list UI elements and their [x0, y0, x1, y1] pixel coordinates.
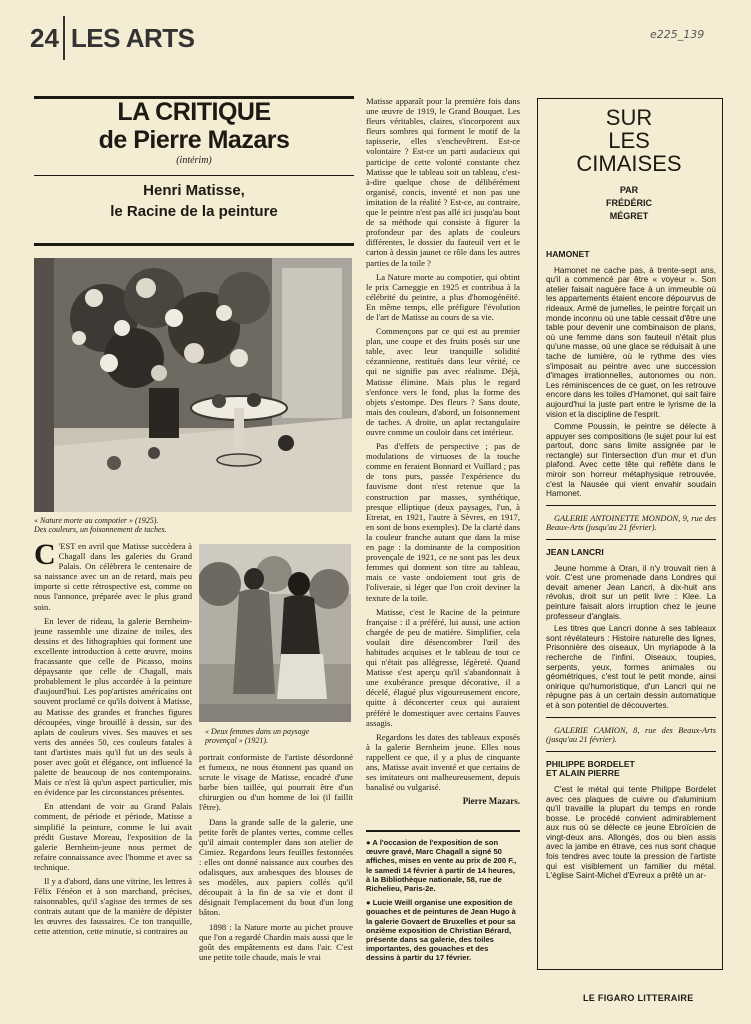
- header-divider: [63, 16, 65, 60]
- column-3-paragraph-2: La Nature morte au compotier, qui obtint le prix Carneggie en 1925 et contribua à la célébrité du peintre, a plus d'homogénéité. En même temps, elle préfigure l'évolution de l'art de Matisse au cours de sa vie.: [366, 271, 520, 322]
- byline-by: PAR: [619, 185, 639, 195]
- still-life-photo: [34, 258, 352, 512]
- section-heading-hamonet: HAMONET: [546, 250, 590, 259]
- two-women-caption: [205, 727, 355, 745]
- news-notes: [366, 838, 518, 968]
- divider: [546, 539, 716, 540]
- column-3-paragraph-5: Matisse, c'est le Racine de la peinture française : il a préféré, lui aussi, une action chargée de peu de matière. Simplifier, cela voulait dire désencombrer l'œil des habitudes acquises et le tableau de tout ce qui n'était pas allégresse, légèreté. Quand Matisse s'est aperçu qu'il s'abandonnait à une exubérance presque décorative, il a décelé, élagué plus vigoureusement encore, quitte à déconcerter ceux qui auraient préféré le domestiquer avec certains Fauves assagis.: [366, 606, 520, 728]
- column-2-paragraph-1: portrait conformiste de l'artiste désordonné et fumeux, ne nous étonnent pas quand on scrute le visage de Matisse, encadré d'une barbe bien taillée, qui pourrait être d'un chirurgien ou d'un homme de loi (il faillit l'être).: [199, 752, 353, 813]
- archive-note: e225_139: [650, 28, 705, 41]
- divider: [546, 505, 716, 506]
- column-2-paragraph-3: 1898 : la Nature morte au pichet prouve que l'on a regardé Chardin mais aussi que le goût des empâtements est dans l'air. C'est une petite toile chaude, mais le vrai: [199, 921, 353, 962]
- notes-rule: [366, 830, 520, 832]
- caption-1-line-2: Des couleurs, un foisonnement de taches.: [34, 525, 167, 534]
- column-3-paragraph-1: Matisse apparaît pour la première fois dans une œuvre de 1919, le Grand Bouquet. Les fleurs véritables, claires, s'incorporent aux fleurs sombres qui forment le motif de la tapisserie, elles s'enchevêtrent. Est-ce volontaire ? Est-ce un parti audacieux qui participe de cette volonté constante chez Matisse que le tableau soit un tableau, c'est-à-dire quelque chose de délibérément organisé, concis, inventé et non pas une imitation de la réalité ? Est-ce, au contraire, que le peintre n'est pas allé ici jusqu'au bout de sa méthode qui consiste à figurer la profondeur par des aplats de couleurs différentes, le dossier du fauteuil vert et le carton à dessin jaunet ce rôle dans les autres parties de la toile ?: [366, 96, 520, 268]
- article-column-1: [34, 541, 192, 993]
- bordelet-paragraph-1: C'est le métal qui tente Philippe Bordelet avec ces plaques de cuivre ou d'aluminium qu'il travaille la plupart du temps en ronde bosse. Le procédé convient admirablement aux nus où se délecte ce jeune Ebroïcien de vingt-deux ans. Allongés, dos ou bien assis avec la jambe en étrave, ces nus sont chaque fois tendres avec toute la pression de l'artiste qui est visiblement un familier du métal. L'église Saint-Michel d'Evreux a prêté un ar-: [546, 784, 716, 881]
- divider: [546, 717, 716, 718]
- column-3-paragraph-6: Regardons les dates des tableaux exposés à la galerie Bernheim jeune. Elles nous rappellent ce que, il y a plus de cinquante ans, Matisse avait inventé et que certains de ses imitateurs ont malheureusement, depuis banalisé ou vulgarisé.: [366, 731, 520, 793]
- sidebar-title-line-1: SUR: [605, 105, 653, 130]
- sidebar-title-line-2: LES: [608, 128, 650, 153]
- title-line-2: de Pierre Mazars: [98, 126, 290, 154]
- column-2-paragraph-2: Dans la grande salle de la galerie, une petite forêt de plantes vertes, comme celles qu'il aimait contempler dans son atelier de Cimiez. Regardons leurs feuilles festonnées : elles ont donné naissance aux courbes des odalisques, aux arabesques des blouses de ses modèles, aux papiers collés qu'il découpait à la fin de sa vie et dont il désignait l'emplacement du bout d'un long bâton.: [199, 816, 353, 918]
- article-title: [34, 98, 354, 166]
- section-heading-lancri: JEAN LANCRI: [546, 547, 604, 558]
- column-3-paragraph-3: Commençons par ce qui est au premier plan, une coupe et des fruits posés sur une table, avec leur tranquille solidité cézannienne, restitués dans leur vérité, ce qui ne signifie pas avec réalisme. Déjà, Matisse élimine. Mais plus le regard s'enfonce vers le fond, plus la forme des objets s'estompe. Des fleurs ? Sans doute, mais des couleurs, d'abord, un foisonnement de taches. A droite, un aplat rectangulaire ouvre comme un couloir dans cet intérieur.: [366, 326, 520, 437]
- caption-2-line-1: « Deux femmes dans un paysage: [205, 727, 310, 736]
- still-life-image: [34, 258, 352, 512]
- caption-2-line-2: provençal » (1921).: [205, 736, 269, 745]
- column-3-paragraph-4: Pas d'effets de perspective ; pas de modulations de virtuoses de la touche comme en feraient Bonnard et Vuillard ; pas de tons purs, passée l'expérience du fauvisme dont n'est retenue que la construction par masses, synthétique, presque elliptique (deux paysages, l'un, à Etretat, en 1921, l'autre à Sèvres, en 1917, en sont de bons exemples). De la clarté dans la couleur franche autant que dans la mise en page : la dominante de la composition provençale de 1921, ce ne sont pas les deux femmes qui donnent son titre au tableau, mais ce vaste ondoiement tout gris de l'oliveraie, si léger que l'on croit deviner la texture de la toile.: [366, 441, 520, 603]
- note-lucie-weill: ● Lucie Weill organise une exposition de gouaches et de peintures de Jean Hugo à la galerie Govaert de Bruxelles et pour sa onzième exposition de Christian Bérard, présente dans sa galerie, des toiles importantes, des gouaches et des dessins à partir du 17 février.: [366, 898, 516, 963]
- interim-note: (intérim): [176, 155, 212, 166]
- hamonet-paragraph-2: Comme Poussin, le peintre se délecte à appuyer ses compositions (le sujet pour lui est partout, donc sans limite assignée par le rectangle) sur l'intersection d'un mur et d'un plafond. Avec cette tête qui reflète dans le miroir son horreur métaphysique retrouvée, c'est la Nausée qui vient envahir soudain Hamonet.: [546, 422, 716, 499]
- article-subtitle: [34, 180, 354, 222]
- gallery-mondon: GALERIE ANTOINETTE MONDON, 9, rue des Beaux-Arts (jusqu'au 21 février).: [546, 513, 716, 533]
- bordelet-heading-line-1: PHILIPPE BORDELET: [546, 758, 635, 769]
- sidebar-title-line-3: CIMAISES: [576, 151, 682, 176]
- byline-author-line-2: MÉGRET: [609, 211, 649, 221]
- article-column-3: [366, 96, 520, 824]
- two-women-image: [199, 544, 351, 722]
- still-life-caption: [34, 516, 354, 534]
- subtitle-line-2: le Racine de la peinture: [110, 203, 278, 220]
- gallery-camion: GALERIE CAMION, 8, rue des Beaux-Arts (jusqu'au 21 février).: [546, 725, 716, 745]
- article-column-2: [199, 752, 353, 988]
- sidebar-byline: [537, 184, 721, 223]
- byline-author-line-1: FRÉDÉRIC: [605, 198, 652, 208]
- two-women-photo: [199, 544, 351, 722]
- page-number: 24: [30, 22, 59, 53]
- note-chagall: ● A l'occasion de l'exposition de son œuvre gravé, Marc Chagall a signé 50 affiches, mises en vente au prix de 200 F., le samedi 14 février à partir de 14 heures, à la Bibliothèque nationale, 58, rue de Richelieu, Paris-2e.: [366, 838, 517, 894]
- section-heading-bordelet: [546, 760, 716, 779]
- lancri-paragraph-2: Les titres que Lancri donne à ses tableaux sont révélateurs : Histoire naturelle des lignes, Prisonnière des oiseaux, Un myriapode à la recherche de l'infini. Oiseaux, toupies, serpents, yeux, formes animales ou géométriques, c'est tout le petit monde, ainsi onirique qu'humoristique, d'un Lancri qui ne répugne pas à un certain dessin automatique et à son potentiel de découvertes.: [546, 624, 716, 710]
- title-line-1: LA CRITIQUE: [117, 98, 271, 126]
- publication-footer: LE FIGARO LITTERAIRE: [583, 993, 694, 1003]
- title-rule-bottom: [34, 243, 354, 246]
- caption-1-line-1: « Nature morte au compotier » (1925).: [34, 516, 159, 525]
- title-rule-mid: [34, 175, 354, 176]
- column-1-paragraph-3: En attendant de voir au Grand Palais comment, de période et période, Matisse a simplifié la peinture, comme le lui avait prédit Gustave Moreau, l'exposition de la galerie Bernheim-jeune nous permet de refaire connaissance avec l'homme et avec sa technique.: [34, 801, 192, 872]
- column-1-paragraph-2: En lever de rideau, la galerie Bernheim-jeune rassemble une dizaine de toiles, des dessins et des lithographies qui forment une excellente introduction à cette œuvre, moins fracassante que celle de Picasso, moins dépaysante que celle de Chagall, mais probablement le plus accordée à la peinture d'aujourd'hui. Les pop'artistes américains ont souvent proclamé ce qu'ils doivent à Matisse, au Matisse des grandes et franches figures découpées, vinge brouillé à dessin, sur des aplats de couleurs vives. Ses mauves et ses verts des années 50, ces couleurs fatales à tant d'artistes mais qu'il fut un des seuls à poser avec goût et élégance, ont influencé la palette de beaucoup de nos contemporains. Mais ce n'est là qu'un aspect particulier, mis en évidence par les circonstances présentes.: [34, 615, 192, 798]
- column-1-paragraph-1-text: 'EST en avril que Matisse succèdera à Chagall dans les galeries du Grand Palais. On célèbrera le centenaire de sa naissance avec un an de retard, mais peu importe si cette rétrospective est, comme on nous l'annonce, préparée avec le plus grand soin.: [34, 541, 192, 612]
- section-title: LES ARTS: [70, 22, 195, 53]
- sidebar-title: [537, 106, 721, 175]
- column-1-paragraph-4: Il y a d'abord, dans une vitrine, les lettres à Félix Fénéon et à son marchand, précises, raisonnables, qu'il s'agisse des termes de ses contrats autant que de la manière de dépister les œuvres des faussaires. Ce ton tranquille, cette attention, cette minutie, si contraires au: [34, 876, 192, 937]
- page-header: [30, 14, 195, 62]
- subtitle-line-1: Henri Matisse,: [143, 182, 245, 199]
- bordelet-heading-line-2: ET ALAIN PIERRE: [546, 768, 620, 779]
- author-signature: Pierre Mazars.: [462, 796, 520, 807]
- column-1-paragraph-1: [34, 541, 192, 612]
- divider: [546, 751, 716, 752]
- hamonet-paragraph-1: Hamonet ne cache pas, à trente-sept ans, qu'il a commencé par être « voyeur ». Son atelier faisait naguère face à un immeuble où les appartements étaient encore dépourvus de rideaux. Armé de jumelles, le peintre forçait un monde inconnu où une table cessait d'être une table pour devenir une combinaison de plans, où une femme dans son fauteuil n'était plus qu'une masse, où une glace se réduisait à une tache de lumière, où le rythme des vies s'imposait au peintre avec une succession d'images irrationnelles, autonomes ou non. Les réminiscences de ce guet, on les retrouve encore dans les toiles d'Hamonet, qui sait faire aujourd'hui la juste part entre le lyrisme de la vision et la discipline de l'esprit.: [546, 265, 716, 419]
- lancri-paragraph-1: Jeune homme à Oran, il n'y trouvait rien à voir. C'est une promenade dans Londres qui devait amener Jean Lancri, à dix-huit ans révolus, droit sur un petit livre : Klee. La peinture faisait alors irruption chez le jeune professeur d'anglais.: [546, 563, 716, 621]
- drop-cap: C: [34, 541, 56, 571]
- sidebar-text: [546, 250, 716, 960]
